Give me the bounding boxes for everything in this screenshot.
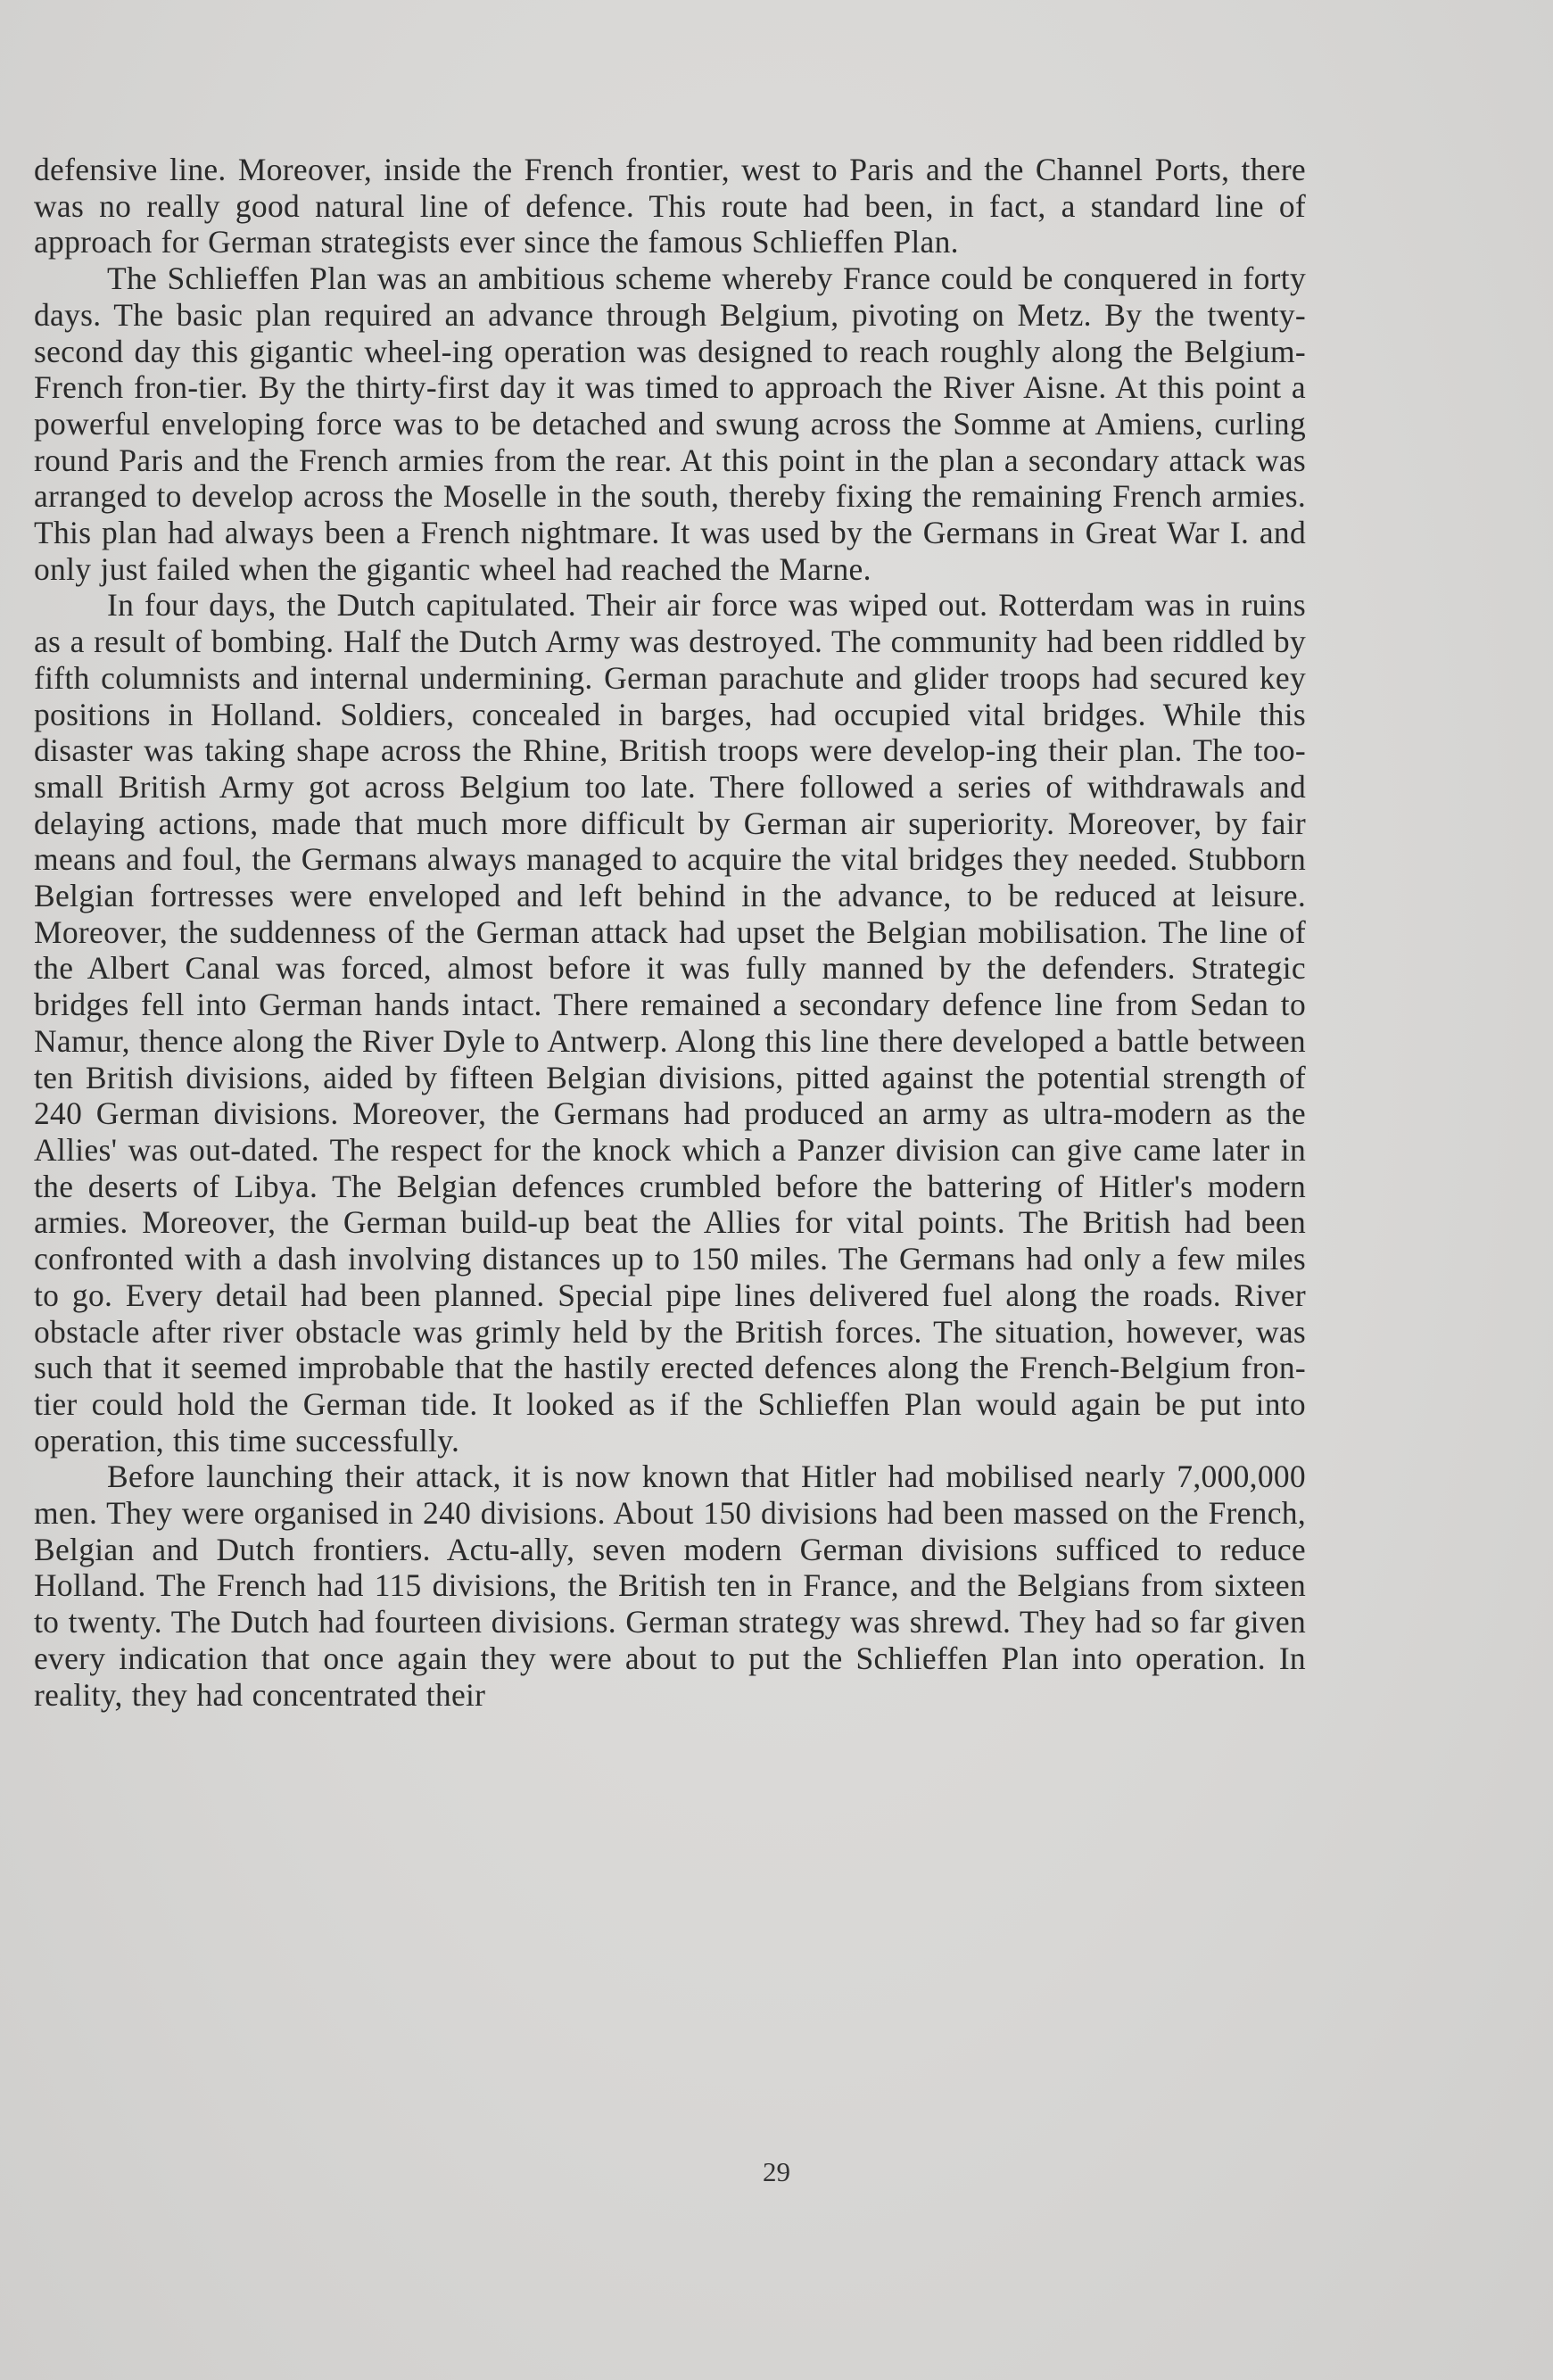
page-body: [34, 152, 1306, 1713]
paragraph-dutch-capitulation: In four days, the Dutch capitulated. Their air force was wiped out. Rotterdam was in ruins as a result of bombing. Half the Dutch Army was destroyed. The community had been riddled by fifth columnists and internal undermining. German parachute and glider troops had secured key positions in Holland. Soldiers, concealed in barges, had occupied vital bridges. While this disaster was taking shape across the Rhine, British troops were develop-ing their plan. The too-small British Army got across Belgium too late. There followed a series of withdrawals and delaying actions, made that much more difficult by German air superiority. Moreover, by fair means and foul, the Germans always managed to acquire the vital bridges they needed. Stubborn Belgian fortresses were enveloped and left behind in the advance, to be reduced at leisure. Moreover, the suddenness of the German attack had upset the Belgian mobilisation. The line of the Albert Canal was forced, almost before it was fully manned by the defenders. Strategic bridges fell into German hands intact. There remained a secondary defence line from Sedan to Namur, thence along the River Dyle to Antwerp. Along this line there developed a battle between ten British divisions, aided by fifteen Belgian divisions, pitted against the potential strength of 240 German divisions. Moreover, the Germans had produced an army as ultra-modern as the Allies' was out-dated. The respect for the knock which a Panzer division can give came later in the deserts of Libya. The Belgian defences crumbled before the battering of Hitler's modern armies. Moreover, the German build-up beat the Allies for vital points. The British had been confronted with a dash involving distances up to 150 miles. The Germans had only a few miles to go. Every detail had been planned. Special pipe lines delivered fuel along the roads. River obstacle after river obstacle was grimly held by the British forces. The situation, however, was such that it seemed improbable that the hastily erected defences along the French-Belgium fron-tier could hold the German tide. It looked as if the Schlieffen Plan would again be put into operation, this time successfully.: [34, 587, 1306, 1459]
paragraph-schlieffen-plan: The Schlieffen Plan was an ambitious scheme whereby France could be conquered in forty days. The basic plan required an advance through Belgium, pivoting on Metz. By the twenty-second day this gigantic wheel-ing operation was designed to reach roughly along the Belgium-French fron-tier. By the thirty-first day it was timed to approach the River Aisne. At this point a powerful enveloping force was to be detached and swung across the Somme at Amiens, curling round Paris and the French armies from the rear. At this point in the plan a secondary attack was arranged to develop across the Moselle in the south, thereby fixing the remaining French armies. This plan had always been a French nightmare. It was used by the Germans in Great War I. and only just failed when the gigantic wheel had reached the Marne.: [34, 260, 1306, 587]
page-number: 29: [763, 2156, 790, 2187]
paragraph-continuation: defensive line. Moreover, inside the French frontier, west to Paris and the Channel Ports, there was no really good natural line of defence. This route had been, in fact, a standard line of approach for German strategists ever since the famous Schlieffen Plan.: [34, 152, 1306, 260]
paragraph-german-mobilisation: Before launching their attack, it is now known that Hitler had mobilised nearly 7,000,000 men. They were organised in 240 divisions. About 150 divisions had been massed on the French, Belgian and Dutch frontiers. Actu-ally, seven modern German divisions sufficed to reduce Holland. The French had 115 divisions, the British ten in France, and the Belgians from sixteen to twenty. The Dutch had fourteen divisions. German strategy was shrewd. They had so far given every indication that once again they were about to put the Schlieffen Plan into operation. In reality, they had concentrated their: [34, 1459, 1306, 1713]
